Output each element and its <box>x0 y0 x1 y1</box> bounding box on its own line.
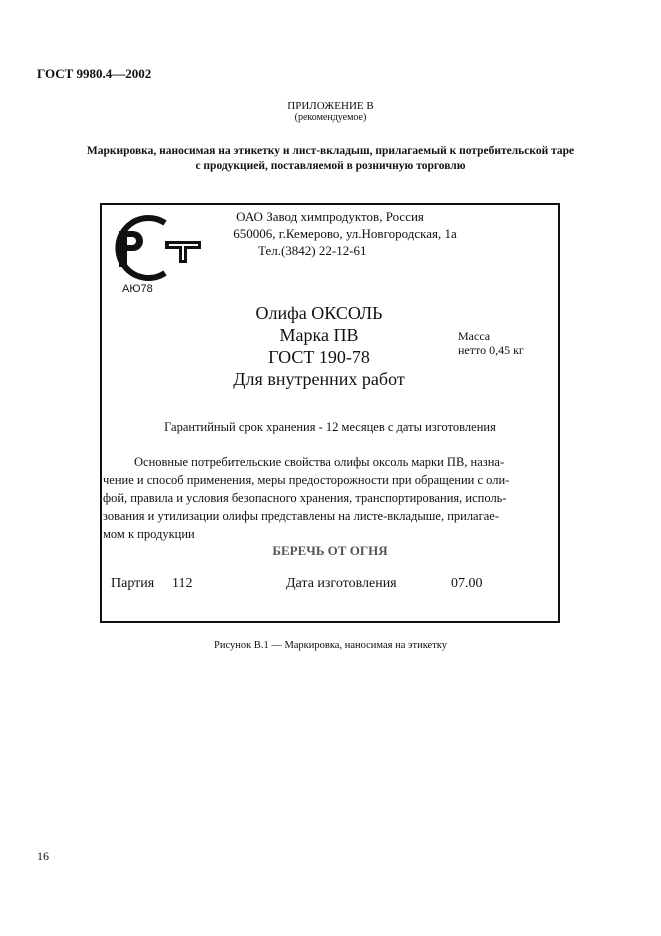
date-value: 07.00 <box>451 576 483 591</box>
page-number: 16 <box>37 849 49 863</box>
product-name: Олифа ОКСОЛЬ <box>255 303 383 323</box>
appendix-title: ПРИЛОЖЕНИЕ В <box>287 100 374 112</box>
product-usage: Для внутренних работ <box>233 369 405 389</box>
mass-label: Масса <box>458 329 491 343</box>
paragraph-line: чение и способ применения, меры предосторожности при обращении с оли- <box>103 473 510 487</box>
maker-line: 650006, г.Кемерово, ул.Новгородская, 1а <box>233 226 457 241</box>
product-grade: Марка ПВ <box>279 325 359 345</box>
paragraph-line: мом к продукции <box>103 527 195 541</box>
maker-phone: Тел.(3842) 22-12-61 <box>258 243 367 258</box>
paragraph-line: Основные потребительские свойства олифы оксоль марки ПВ, назна- <box>134 455 505 469</box>
paragraph-line: фой, правила и условия безопасного хранения, транспортирования, исполь- <box>103 491 507 505</box>
section-title-line: Маркировка, наносимая на этикетку и лист-вкладыш, прилагаемый к потребительской таре <box>86 145 575 157</box>
pct-certification-logo-icon <box>107 211 207 281</box>
paragraph-line: зования и утилизации олифы представлены на листе-вкладыше, прилагае- <box>103 509 499 523</box>
product-standard: ГОСТ 190-78 <box>268 347 370 367</box>
mass-value: нетто 0,45 кг <box>458 343 524 357</box>
date-label: Дата изготовления <box>286 576 397 591</box>
figure-caption: Рисунок В.1 — Маркировка, наносимая на этикетку <box>213 640 448 651</box>
shelf-life: Гарантийный срок хранения - 12 месяцев с даты изготовления <box>164 420 496 434</box>
section-title-line: с продукцией, поставляемой в розничную торговлю <box>195 160 466 172</box>
maker-line: ОАО Завод химпродуктов, Россия <box>236 209 424 224</box>
doc-code: ГОСТ 9980.4—2002 <box>37 66 152 81</box>
batch-label: Партия <box>111 576 155 591</box>
logo-code: АЮ78 <box>122 283 153 295</box>
appendix-subtitle: (рекомендуемое) <box>294 112 367 123</box>
batch-value: 112 <box>172 576 193 591</box>
fire-warning: БЕРЕЧЬ ОТ ОГНЯ <box>272 543 388 558</box>
